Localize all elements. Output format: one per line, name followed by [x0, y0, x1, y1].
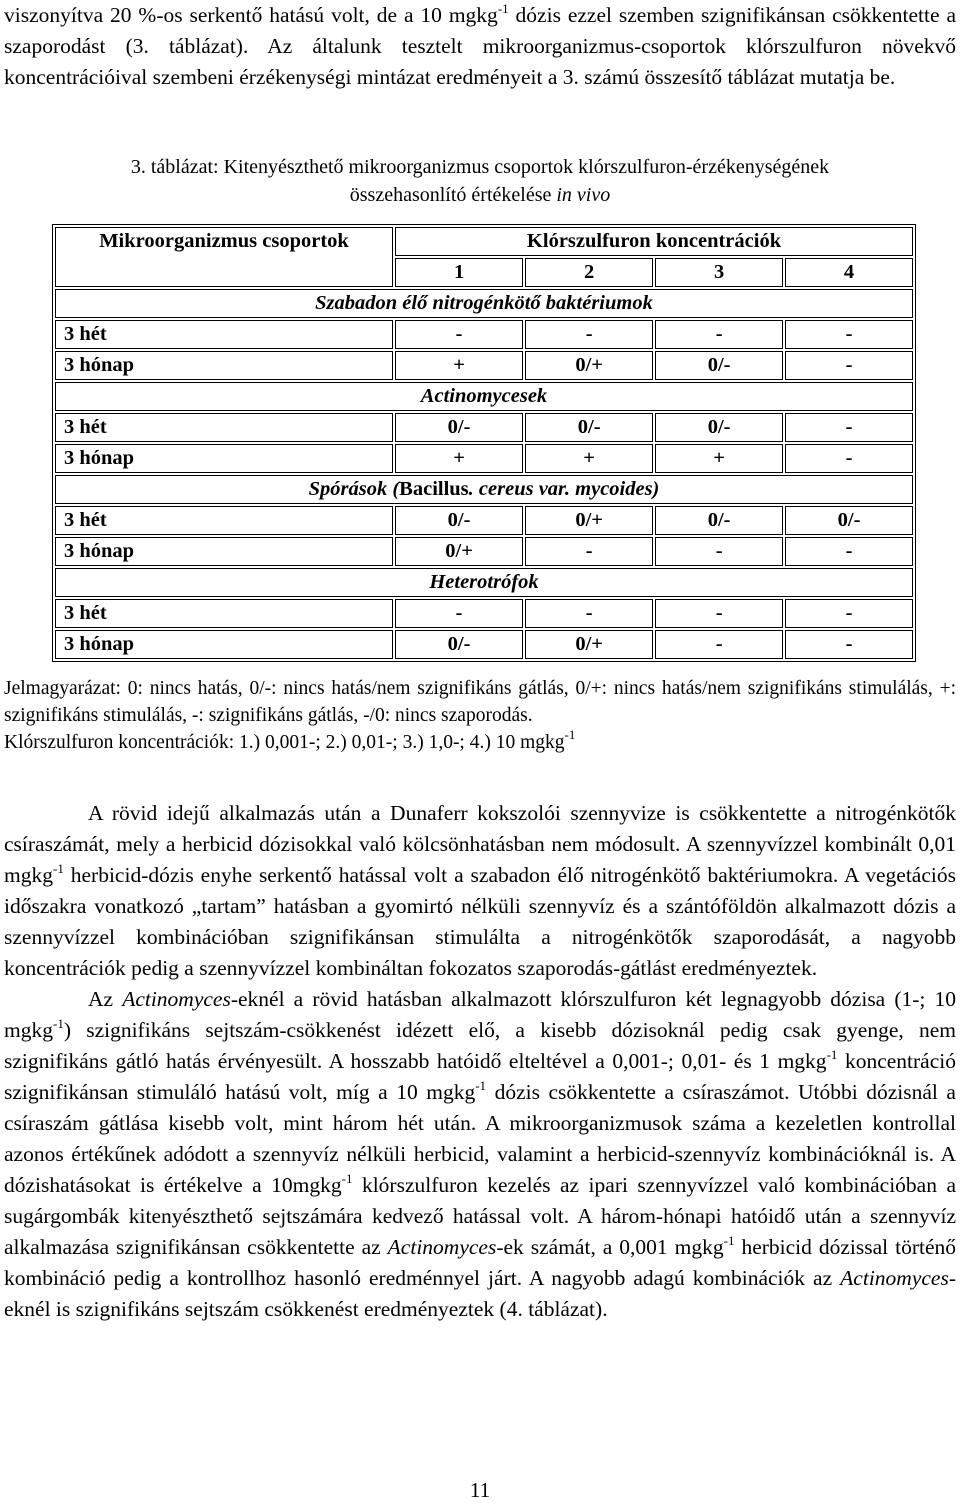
table-cell: - [525, 599, 653, 628]
table-cell: + [395, 351, 523, 380]
table-row [55, 630, 913, 659]
row-label: 3 hónap [55, 537, 393, 566]
table-cell: 0/- [395, 506, 523, 535]
table-cell: + [655, 444, 783, 473]
superscript: -1 [52, 861, 64, 876]
table-cell: - [785, 320, 913, 349]
header-conc-col: 4 [785, 258, 913, 287]
table-cell: 0/- [655, 506, 783, 535]
section-title: Heterotrófok [55, 568, 913, 597]
section-row [55, 568, 913, 597]
table-cell: - [655, 599, 783, 628]
section-title: Actinomycesek [55, 382, 913, 411]
paragraph-text: -eknél a rövid hatásban alkalmazott klórszulfuron két legnagyobb dózisa (1-; 10 mgkg [4, 987, 956, 1042]
table-cell: - [785, 413, 913, 442]
paragraph-text: A rövid idejű alkalmazás után a Dunaferr kokszolói szennyvize is csökkentette a nitrogénkötők csíraszámát, mely a herbicid dózisokkal való kölcsönhatásban nem módosult. A szennyvízzel kombinált 0,01 mgkg [4, 801, 956, 887]
row-label: 3 hónap [55, 351, 393, 380]
row-label: 3 hét [55, 413, 393, 442]
header-concentrations: Klórszulfuron koncentrációk [395, 227, 913, 256]
row-label: 3 hét [55, 506, 393, 535]
table-cell: - [655, 630, 783, 659]
italic-term: Actinomyces [122, 987, 231, 1011]
superscript: -1 [564, 727, 576, 742]
table-cell: 0/- [395, 630, 523, 659]
table-row [55, 599, 913, 628]
section-row [55, 289, 913, 318]
italic-term: Actinomyces [387, 1235, 497, 1259]
paragraph [4, 984, 956, 1325]
paragraph-text: herbicid-dózis enyhe serkentő hatással volt a szabadon élő nitrogénkötő baktériumokra. A vegetációs időszakra vonatkozó „tartam” hatásban a gyomirtó nélküli szennyvíz és a szántóföldön alkalmazott dózis a szennyvízzel kombinációban szignifikánsan stimulálta a nitrogénkötők szaporodását, a nagyobb koncentrációk pedig a szennyvízzel kombináltan fokozatos szaporodás-gátlást eredményeztek. [4, 863, 956, 980]
table-cell: - [655, 537, 783, 566]
superscript: -1 [497, 1, 509, 16]
header-conc-col: 1 [395, 258, 523, 287]
legend-concentrations [4, 729, 956, 756]
table-cell: + [525, 444, 653, 473]
caption-italic: in vivo [556, 184, 611, 206]
table-legend [4, 675, 956, 756]
table-cell: - [395, 320, 523, 349]
table-cell: 0/- [655, 413, 783, 442]
table-cell: - [525, 537, 653, 566]
paragraph-text: Az [88, 987, 123, 1011]
legend-conc-text: Klórszulfuron koncentrációk: 1.) 0,001-; 2.) 0,01-; 3.) 1,0-; 4.) 10 mgkg [4, 732, 565, 753]
table-cell: 0/- [785, 506, 913, 535]
table-header-row [55, 227, 913, 256]
paragraph-text: klórszulfuron kezelés az ipari szennyvízzel való kombinációban a sugárgombák kitenyészthető sejtszámára kedvező hatással volt. A három-hónapi hatóidő után a szennyvíz alkalmazása szignifikánsan csökkentette az [4, 1173, 956, 1259]
table-cell: - [655, 320, 783, 349]
page-number: 11 [469, 1478, 491, 1502]
row-label: 3 hónap [55, 444, 393, 473]
row-label: 3 hónap [55, 630, 393, 659]
superscript: -1 [475, 1078, 487, 1093]
header-conc-col: 2 [525, 258, 653, 287]
table-cell: 0/- [525, 413, 653, 442]
section-title: Szabadon élő nitrogénkötő baktériumok [55, 289, 913, 318]
header-group: Mikroorganizmus csoportok [55, 227, 393, 287]
section-title-part: Spórások ( [308, 478, 400, 500]
table-cell: - [785, 537, 913, 566]
section-title-part: Bacillus [399, 478, 469, 500]
section-row [55, 382, 913, 411]
paragraph-text: -eknél is szignifikáns sejtszám csökkenést eredményeztek (4. táblázat). [4, 1266, 956, 1321]
italic-term: Actinomyces [840, 1266, 949, 1290]
table-cell: - [785, 351, 913, 380]
paragraph-text: herbicid dózissal történő kombináció pedig a kontrollhoz hasonló eredménnyel járt. A nagyobb adagú kombinációk az [4, 1235, 956, 1290]
header-conc-col: 3 [655, 258, 783, 287]
table-cell: - [785, 599, 913, 628]
body-text [4, 798, 956, 1325]
table-caption [4, 153, 956, 209]
table-row [55, 444, 913, 473]
table-row [55, 506, 913, 535]
paragraph-text: koncentráció szignifikánsan stimuláló hatású volt, míg a 10 mgkg [4, 1049, 956, 1104]
table-cell: 0/+ [395, 537, 523, 566]
table-row [55, 351, 913, 380]
intro-text: viszonyítva 20 %-os serkentő hatású volt, de a 10 mgkg [4, 3, 498, 27]
table-cell: 0/+ [525, 351, 653, 380]
row-label: 3 hét [55, 320, 393, 349]
table-row [55, 537, 913, 566]
caption-text: összehasonlító értékelése [349, 184, 557, 206]
section-title [55, 475, 913, 504]
table-cell: - [785, 630, 913, 659]
paragraph-text: dózis csökkentette a csíraszámot. Utóbbi dózisnál a csíraszám gátlása kisebb volt, mint három hét után. A mikroorganizmusok száma a kezeletlen kontrollal azonos értékűnek adódott a szennyvíz nélküli herbicid, valamint a herbicid-szennyvíz kombinációknál is. A dózishatásokat is értékelve a 10mgkg [4, 1080, 956, 1197]
superscript: -1 [826, 1047, 838, 1062]
table-cell: - [785, 444, 913, 473]
row-label: 3 hét [55, 599, 393, 628]
paragraph [4, 798, 956, 984]
table-cell: 0/- [395, 413, 523, 442]
table-cell: + [395, 444, 523, 473]
table-row [55, 320, 913, 349]
table-cell: - [525, 320, 653, 349]
table-row [55, 413, 913, 442]
superscript: -1 [52, 1016, 64, 1031]
section-row [55, 475, 913, 504]
table-cell: 0/- [655, 351, 783, 380]
legend-text: Jelmagyarázat: 0: nincs hatás, 0/-: nincs hatás/nem szignifikáns gátlás, 0/+: nincs hatás/nem szignifikáns stimulálás, +: szignifikáns stimulálás, -: szignifikáns gátlás, -/0: nincs szaporodás. [4, 678, 956, 726]
caption-line [4, 181, 956, 209]
superscript: -1 [341, 1171, 353, 1186]
table-cell: 0/+ [525, 506, 653, 535]
paragraph-text: ) szignifikáns sejtszám-csökkenést idézett elő, a kisebb dózisoknál pedig csak gyenge, nem szignifikáns gátló hatás érvényesült. A hosszabb hatóidő elteltével a 0,001-; 0,01- és 1 mgkg [4, 1018, 956, 1073]
caption-line: 3. táblázat: Kitenyészthető mikroorganizmus csoportok klórszulfuron-érzékenységének [130, 156, 830, 178]
superscript: -1 [723, 1233, 735, 1248]
table-cell: 0/+ [525, 630, 653, 659]
paragraph-text: -ek számát, a 0,001 mgkg [496, 1235, 724, 1259]
intro-paragraph [4, 0, 956, 93]
section-title-part: . cereus var. mycoides) [468, 478, 660, 500]
intro-text: dózis ezzel szemben szignifikánsan csökkentette a szaporodást (3. táblázat). Az általunk tesztelt mikroorganizmus-csoportok klórszulfuron növekvő koncentrációival szembeni érzékenységi mintázat eredményeit a 3. számú összesítő táblázat mutatja be. [4, 3, 956, 89]
results-table [52, 224, 916, 662]
table-cell: - [395, 599, 523, 628]
